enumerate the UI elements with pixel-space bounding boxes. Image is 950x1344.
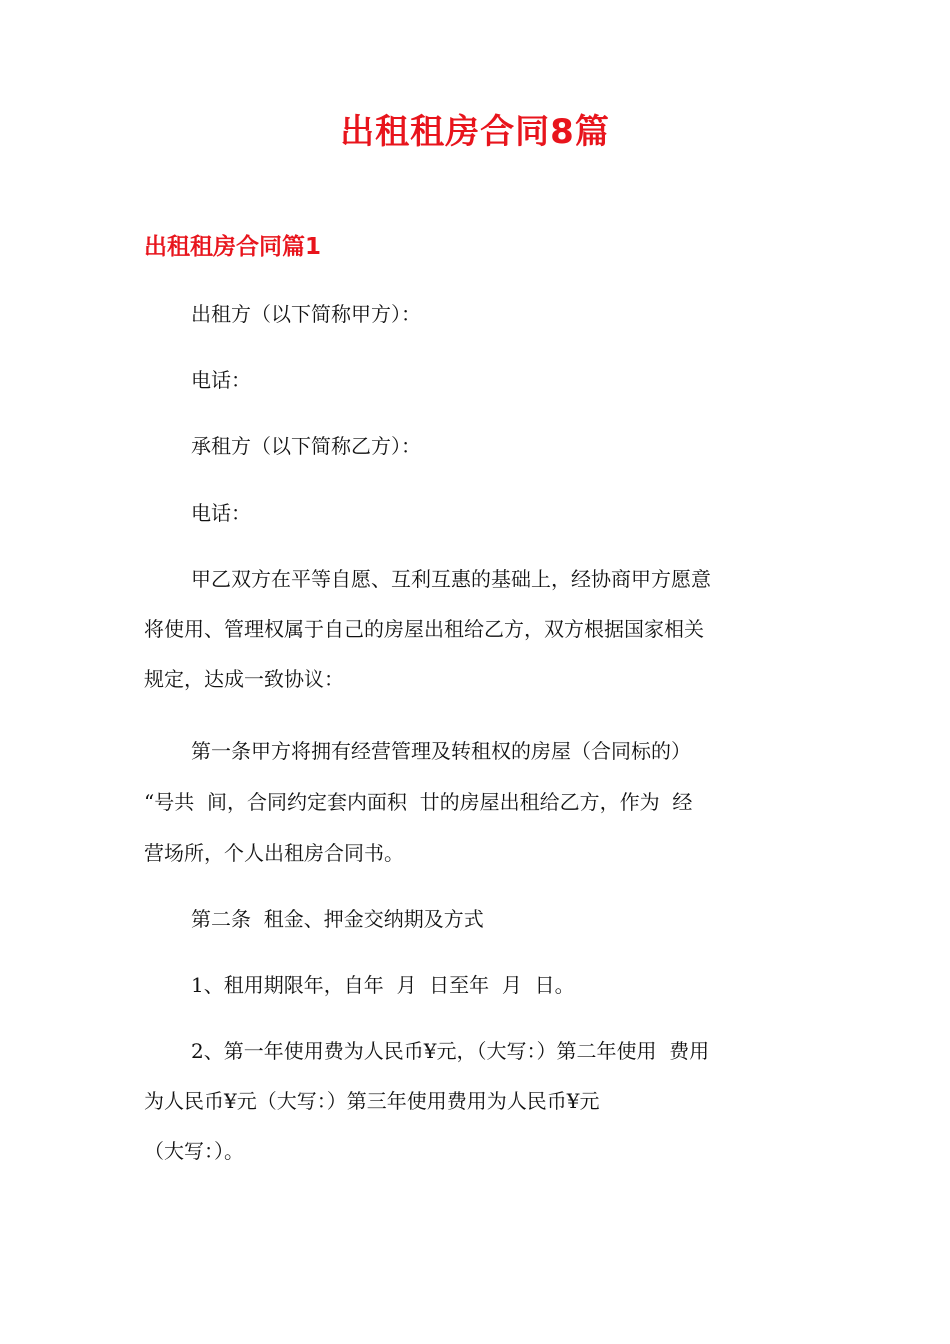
preamble-line-1: 甲乙双方在平等自愿、互利互惠的基础上，经协商甲方愿意 (191, 567, 711, 591)
clause-1-line: 1、租用期限年，自年 月 日至年 月 日。 (191, 973, 575, 997)
clause-2-line-1: 2、第一年使用费为人民币¥元，（大写：）第二年使用 费用 (191, 1039, 710, 1063)
lessor-phone-line: 电话： (191, 368, 251, 392)
article-2-heading: 第二条 租金、押金交纳期及方式 (191, 907, 484, 931)
lessor-line: 出租方（以下简称甲方）： (191, 302, 421, 326)
article-1-line-1: 第一条甲方将拥有经营管理及转租权的房屋（合同标的） (191, 739, 691, 763)
clause-2-line-3: （大写：）。 (144, 1139, 244, 1163)
article-1-line-2: “号共 间，合同约定套内面积 廿的房屋出租给乙方，作为 经 (144, 790, 693, 814)
preamble-line-2: 将使用、管理权属于自己的房屋出租给乙方，双方根据国家相关 (144, 617, 704, 641)
lessee-line: 承租方（以下简称乙方）： (191, 434, 421, 458)
section-heading: 出租租房合同篇1 (144, 234, 322, 260)
clause-2-line-2: 为人民币¥元（大写：）第三年使用费用为人民币¥元 (144, 1089, 600, 1113)
lessee-phone-line: 电话： (191, 501, 251, 525)
document-title: 出租租房合同8篇 (340, 112, 610, 152)
article-1-line-3: 营场所，个人出租房合同书。 (144, 841, 404, 865)
preamble-line-3: 规定，达成一致协议： (144, 667, 344, 691)
